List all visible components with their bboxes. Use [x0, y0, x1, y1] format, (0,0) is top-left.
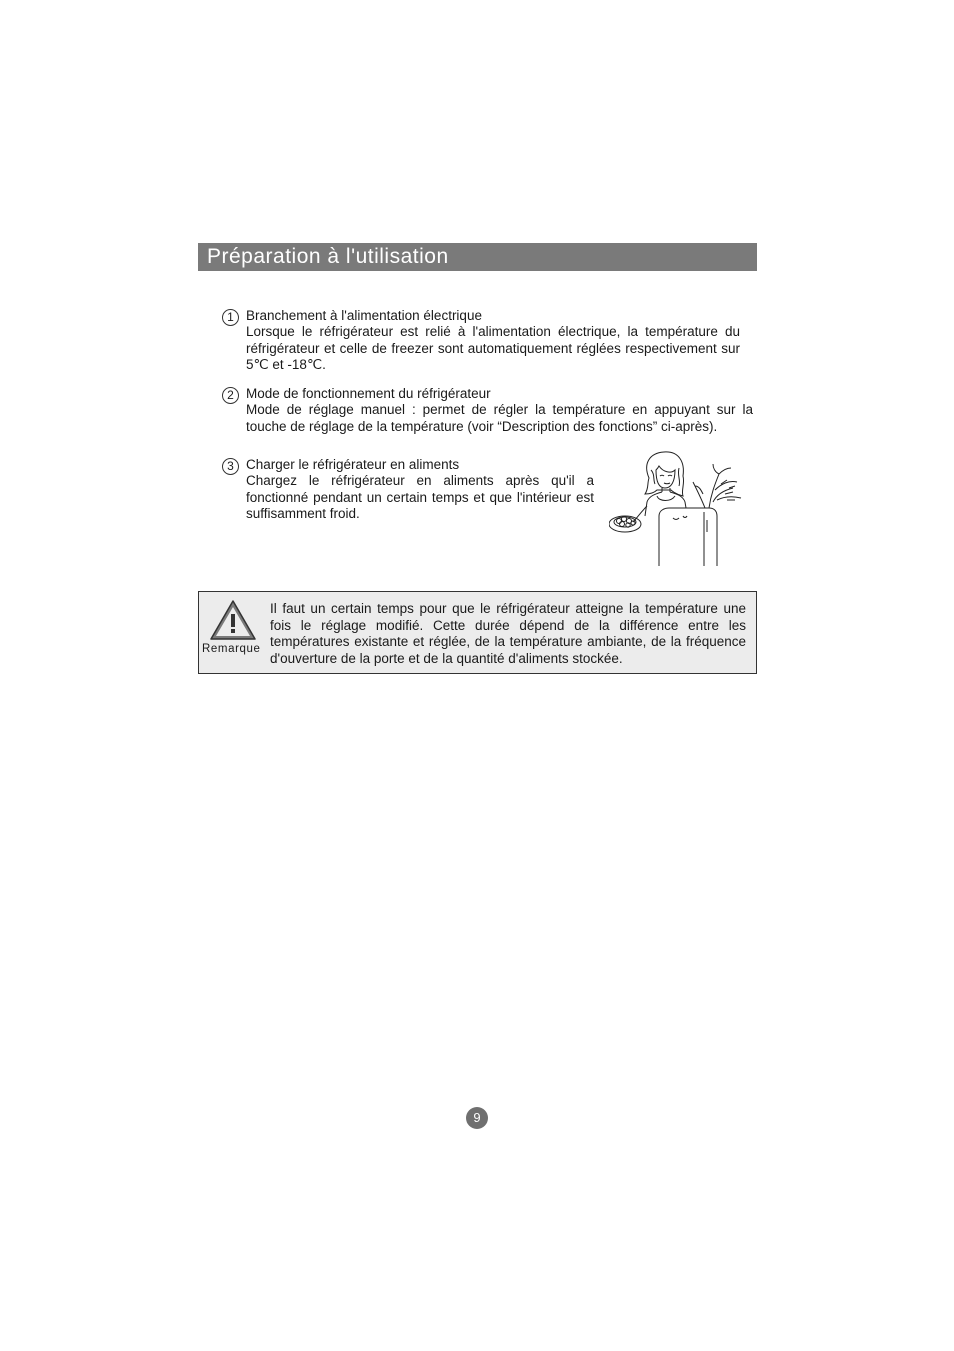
- item-body: Lorsque le réfrigérateur est relié à l'alimentation électrique, la température du réfrigérateur et celle de freezer sont automatiquement réglées respectivement sur 5℃ et -18℃.: [246, 324, 740, 372]
- item-title: Mode de fonctionnement du réfrigérateur: [246, 386, 491, 401]
- item-title: Charger le réfrigérateur en aliments: [246, 457, 460, 472]
- item-number-badge: 1: [222, 309, 239, 326]
- section-title-bar: [198, 243, 757, 271]
- warning-triangle-icon: [208, 598, 258, 642]
- item-number-badge: 2: [222, 387, 239, 404]
- item-body: Chargez le réfrigérateur en aliments après qu'il a fonctionné pendant un certain temps et que l'intérieur est suffisamment froid.: [246, 473, 594, 521]
- item-number-badge: 3: [222, 458, 239, 475]
- page-title: Préparation à l'utilisation: [207, 245, 449, 268]
- remark-text: Il faut un certain temps pour que le réfrigérateur atteigne la température une fois le réglage modifié. Cette durée dépend de la différence entre les températures existante et réglée, de la température ambiante, de la fréquence d'ouverture de la porte et de la quantité d'aliments stockée.: [270, 601, 746, 666]
- item-body: Mode de réglage manuel : permet de régler la température en appuyant sur la touche de réglage de la température (voir “Description des fonctions” ci-après).: [246, 402, 753, 434]
- item-title: Branchement à l'alimentation électrique: [246, 308, 482, 323]
- woman-with-food-illustration: [609, 450, 745, 566]
- page-number-badge: 9: [466, 1107, 488, 1129]
- remark-label: Remarque: [202, 643, 261, 655]
- remark-box: [198, 591, 757, 674]
